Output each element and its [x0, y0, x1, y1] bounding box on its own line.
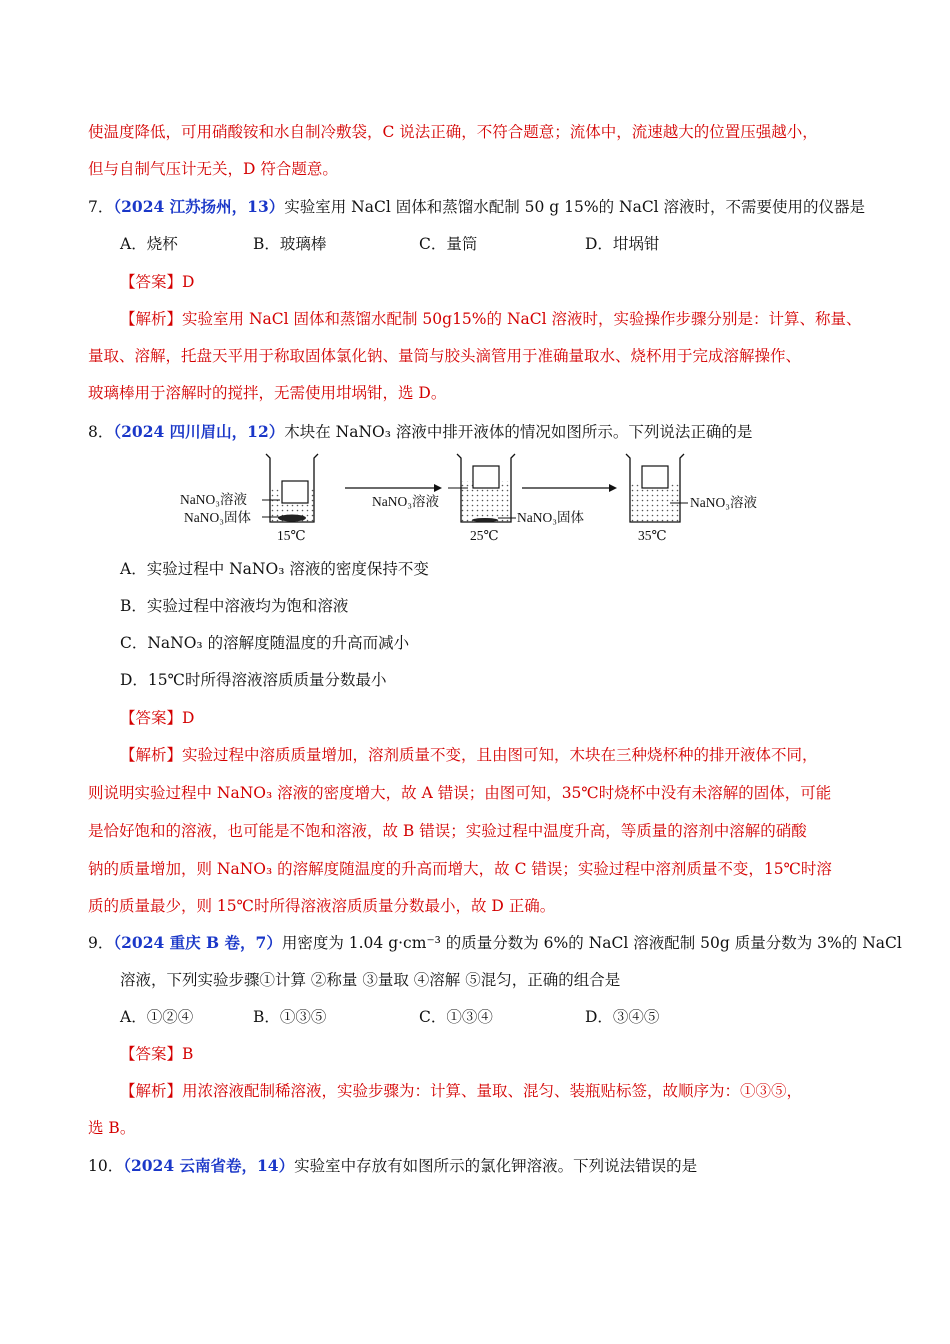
- q7-source: （2024 江苏扬州，13）: [113, 197, 285, 216]
- q8-number: 8．: [88, 423, 114, 441]
- q7-options: [120, 233, 659, 255]
- q9-answer-value: B: [182, 1045, 194, 1063]
- q7-answer-value: D: [182, 273, 195, 291]
- q9-option-d: D．③④⑤: [585, 1008, 660, 1026]
- q8-option-b: B．实验过程中溶液均为饱和溶液: [120, 597, 349, 615]
- q8-option-d: D．15℃时所得溶液溶质质量分数最小: [120, 671, 387, 689]
- q7-answer: [120, 271, 194, 293]
- q9-answer: [120, 1043, 193, 1065]
- q9-analysis-tag: 【解析】: [120, 1082, 183, 1100]
- q9-answer-tag: 【答案】: [120, 1045, 183, 1063]
- beaker2-solution-label: NaNO₃溶液: [372, 494, 439, 509]
- q9-analysis-line-1: [120, 1080, 802, 1102]
- q8-option-a: A．实验过程中 NaNO₃ 溶液的密度保持不变: [120, 560, 429, 578]
- wood-block-3: [642, 466, 668, 488]
- q8-source: （2024 四川眉山，12）: [113, 422, 285, 441]
- q8-analysis-tag: 【解析】: [120, 746, 183, 764]
- q10-source: （2024 云南省卷，14）: [123, 1156, 295, 1175]
- q9-analysis-line-2: 选 B。: [88, 1119, 136, 1137]
- q7-option-d: D．坩埚钳: [585, 235, 660, 253]
- q8-analysis-text-1: 实验过程中溶质质量增加，溶剂质量不变，且由图可知，木块在三种烧杯种的排开液体不同，: [182, 746, 818, 764]
- q9-stem-text-1: 用密度为 1.04 g·cm⁻³ 的质量分数为 6%的 NaCl 溶液配制 50g 质量分数为 3%的 NaCl: [281, 934, 902, 952]
- q7-option-c: C．量筒: [419, 235, 478, 253]
- beaker-25c: [372, 454, 584, 543]
- beaker-35c: [626, 454, 757, 543]
- undissolved-solid-2: [472, 518, 498, 522]
- q9-option-c: C．①③④: [419, 1008, 493, 1026]
- q7-answer-tag: 【答案】: [120, 273, 183, 291]
- q9-number: 9．: [88, 934, 114, 952]
- q7-analysis-line-2: 量取、溶解，托盘天平用于称取固体氯化钠、量筒与胶头滴管用于准确量取水、烧杯用于完成溶解操作、: [88, 347, 802, 365]
- q9-options: [120, 1006, 659, 1028]
- temperature-15c: 15℃: [277, 528, 306, 543]
- beaker2-solid-label: NaNO₃固体: [517, 510, 584, 525]
- q8-answer-tag: 【答案】: [120, 709, 183, 727]
- beaker-experiment-figure: [180, 448, 780, 548]
- q8-analysis-line-5: 质的质量最少，则 15℃时所得溶液溶质质量分数最小，故 D 正确。: [88, 897, 556, 915]
- beaker3-solution-label: NaNO₃溶液: [690, 495, 757, 510]
- q9-stem-line-1: [88, 932, 902, 954]
- prev-analysis-line-2: 但与自制气压计无关，D 符合题意。: [88, 160, 338, 178]
- q9-analysis-text-1: 用浓溶液配制稀溶液，实验步骤为：计算、量取、混匀、装瓶贴标签，故顺序为：①③⑤，: [182, 1082, 803, 1100]
- prev-analysis-line-1: 使温度降低，可用硝酸铵和水自制冷敷袋，C 说法正确，不符合题意；流体中，流速越大的位置压强越小，: [88, 123, 818, 141]
- beaker-15c: [180, 454, 318, 543]
- q9-option-b: B．①③⑤: [253, 1008, 327, 1026]
- q8-answer: [120, 707, 194, 729]
- q7-analysis-tag: 【解析】: [120, 310, 183, 328]
- temperature-25c: 25℃: [470, 528, 499, 543]
- wood-block-1: [282, 481, 308, 503]
- q7-stem: [88, 196, 865, 218]
- q8-analysis-line-2: 则说明实验过程中 NaNO₃ 溶液的密度增大，故 A 错误；由图可知，35℃时烧杯中没有未溶解的固体，可能: [88, 784, 832, 802]
- q10-stem: [88, 1155, 697, 1177]
- arrow-2: [522, 484, 617, 492]
- q8-stem-text: 木块在 NaNO₃ 溶液中排开液体的情况如图所示。下列说法正确的是: [284, 423, 753, 441]
- q8-option-c: C．NaNO₃ 的溶解度随温度的升高而减小: [120, 634, 410, 652]
- beaker1-solution-label: NaNO₃溶液: [180, 492, 247, 507]
- q7-analysis-line-1: [120, 308, 862, 330]
- q9-stem-line-2: 溶液，下列实验步骤①计算 ②称量 ③量取 ④溶解 ⑤混匀，正确的组合是: [120, 971, 621, 989]
- q8-analysis-line-4: 钠的质量增加，则 NaNO₃ 的溶解度随温度的升高而增大，故 C 错误；实验过程中溶剂质量不变，15℃时溶: [88, 860, 832, 878]
- q7-option-b: B．玻璃棒: [253, 235, 327, 253]
- q8-answer-value: D: [182, 709, 195, 727]
- q8-analysis-line-1: [120, 744, 818, 766]
- q8-stem: [88, 421, 752, 443]
- q7-analysis-text-1: 实验室用 NaCl 固体和蒸馏水配制 50g15%的 NaCl 溶液时，实验操作步骤分别是：计算、称量、: [182, 310, 862, 328]
- q10-stem-text: 实验室中存放有如图所示的氯化钾溶液。下列说法错误的是: [294, 1157, 698, 1175]
- beaker1-solid-label: NaNO₃固体: [184, 510, 251, 525]
- wood-block-2: [473, 466, 499, 488]
- q7-stem-text: 实验室用 NaCl 固体和蒸馏水配制 50 g 15%的 NaCl 溶液时，不需要使用的仪器是: [284, 198, 866, 216]
- arrow-1: [345, 484, 442, 492]
- q7-option-a: A．烧杯: [120, 235, 178, 253]
- q9-source: （2024 重庆 B 卷，7）: [113, 933, 282, 952]
- undissolved-solid-1: [278, 515, 306, 522]
- q8-analysis-line-3: 是恰好饱和的溶液，也可能是不饱和溶液，故 B 错误；实验过程中温度升高，等质量的溶剂中溶解的硝酸: [88, 822, 807, 840]
- q7-analysis-line-3: 玻璃棒用于溶解时的搅拌，无需使用坩埚钳，选 D。: [88, 384, 447, 402]
- temperature-35c: 35℃: [638, 528, 667, 543]
- q10-number: 10．: [88, 1157, 124, 1175]
- q7-number: 7．: [88, 198, 114, 216]
- q9-option-a: A．①②④: [120, 1008, 194, 1026]
